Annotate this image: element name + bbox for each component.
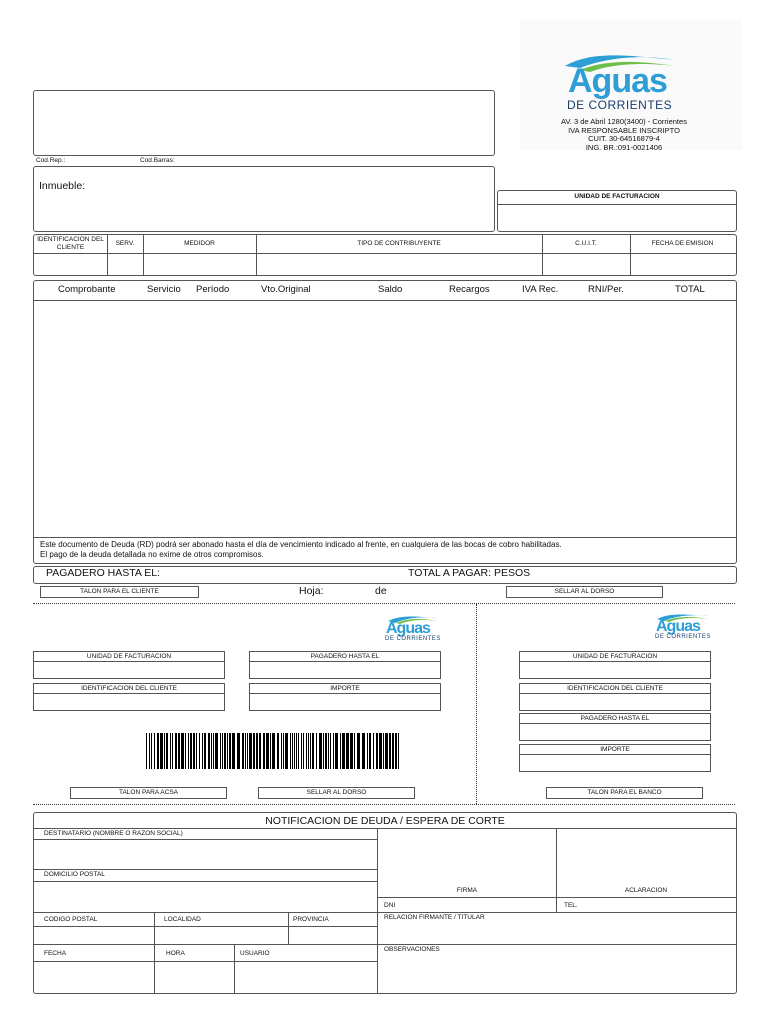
barcode-bar <box>249 733 252 769</box>
col-total: TOTAL <box>675 284 705 295</box>
stub-right-id-label: IDENTIFICACION DEL CLIENTE <box>567 685 663 692</box>
barcode-bar <box>202 733 203 769</box>
barcode-bar <box>376 733 378 769</box>
barcode-bar <box>283 733 284 769</box>
barcode-bar <box>383 733 384 769</box>
barcode-bar <box>266 733 269 769</box>
usuario-label: USUARIO <box>240 950 270 957</box>
id-header-serv: SERV. <box>115 240 135 247</box>
barcode-bar <box>151 733 152 769</box>
barcode-bar <box>170 733 171 769</box>
col-servicio: Servicio <box>147 284 181 295</box>
barcode-bar <box>245 733 246 769</box>
provincia-label: PROVINCIA <box>293 916 329 923</box>
barcode-bar <box>328 733 329 769</box>
barcode-bar <box>229 733 231 769</box>
pagadero-label: PAGADERO HASTA EL: <box>46 567 160 579</box>
destinatario-label: DESTINATARIO (NOMBRE O RAZON SOCIAL) <box>44 830 183 837</box>
talon-banco-text: TALON PARA EL BANCO <box>587 789 662 796</box>
barcode-bar <box>346 733 349 769</box>
barcode-bar <box>398 733 399 769</box>
id-header-medidor: MEDIDOR <box>184 240 215 247</box>
logo-word-small: Aguas <box>386 620 430 637</box>
barcode-bar <box>296 733 297 769</box>
barcode-bar <box>373 733 374 769</box>
notice-title: NOTIFICACION DE DEUDA / ESPERA DE CORTE <box>265 815 505 827</box>
sellar-dorso-text: SELLAR AL DORSO <box>554 588 615 595</box>
barcode-bar <box>325 733 327 769</box>
barcode-bar <box>277 733 279 769</box>
talon-acsa-text: TALON PARA ACSA <box>118 789 178 796</box>
barcode-bar <box>253 733 255 769</box>
de-label: de <box>375 585 387 597</box>
hora-label: HORA <box>166 950 185 957</box>
barcode-bar <box>298 733 299 769</box>
fecha-label: FECHA <box>44 950 67 957</box>
barcode-bar <box>312 733 314 769</box>
barcode-bar <box>154 733 155 769</box>
barcode-bar <box>157 733 159 769</box>
note-line: Este documento de Deuda (RD) podrá ser abonado hasta el día de vencimiento indicado al frente, en cualquiera de las bocas de cobro habilitadas. <box>40 540 562 549</box>
col-iva-rec: IVA Rec. <box>522 284 559 295</box>
barcode-bar <box>259 733 261 769</box>
dni-label: DNI <box>384 902 396 909</box>
inmueble-label: Inmueble: <box>39 180 86 192</box>
barcode-bar <box>310 733 311 769</box>
barcode-bar <box>316 733 317 769</box>
barcode-bar <box>224 733 226 769</box>
cut-line-vertical <box>476 604 477 804</box>
talon-banco-label <box>546 787 703 799</box>
barcode-bar <box>196 733 197 769</box>
company-address <box>540 118 708 152</box>
barcode-bar <box>285 733 288 769</box>
barcode-bar <box>395 733 397 769</box>
barcode-bar <box>247 733 248 769</box>
barcode-bar <box>181 733 184 769</box>
barcode-bar <box>306 733 307 769</box>
stub-right-unidad-label: UNIDAD DE FACTURACION <box>572 653 658 660</box>
talon-cliente-text: TALON PARA EL CLIENTE <box>80 588 159 595</box>
barcode-bar <box>146 733 147 769</box>
barcode-bar <box>213 733 214 769</box>
barcode-bar <box>323 733 324 769</box>
address-box <box>33 90 495 156</box>
barcode-bar <box>149 733 150 769</box>
cut-line-top <box>33 603 735 604</box>
barcode-bar <box>199 733 200 769</box>
stub-left-pagadero-label: PAGADERO HASTA EL <box>310 653 380 660</box>
sellar-dorso-top <box>506 586 663 598</box>
cod-rep-label: Cod.Rep.: <box>36 157 66 164</box>
barcode-bar <box>263 733 265 769</box>
barcode-bar <box>385 733 388 769</box>
barcode-bar <box>308 733 309 769</box>
tel-label: TEL. <box>564 902 578 909</box>
id-header-tipo: TIPO DE CONTRIBUYENTE <box>357 240 441 247</box>
barcode-bar <box>232 733 235 769</box>
barcode-bar <box>211 733 212 769</box>
payment-note <box>40 540 562 559</box>
relacion-label: RELACION FIRMANTE / TITULAR <box>384 914 485 921</box>
barcode-bar <box>256 733 258 769</box>
barcode-bar <box>281 733 282 769</box>
barcode-bar <box>292 733 293 769</box>
barcode-bar <box>392 733 394 769</box>
logo-sub-small: DE CORRIENTES <box>385 636 441 642</box>
col-rni-per: RNI/Per. <box>588 284 624 295</box>
barcode-bar <box>272 733 275 769</box>
barcode-bar <box>335 733 338 769</box>
id-header-fecha: FECHA DE EMISION <box>651 240 714 247</box>
barcode-bar <box>333 733 334 769</box>
stub-left-importe-label: IMPORTE <box>330 685 360 692</box>
barcode-bar <box>369 733 371 769</box>
col-recargos: Recargos <box>449 284 490 295</box>
barcode-bar <box>379 733 382 769</box>
observaciones-label: OBSERVACIONES <box>384 946 440 953</box>
logo-sub-small: DE CORRIENTES <box>655 634 711 640</box>
col-vto-original: Vto.Original <box>261 284 311 295</box>
domicilio-label: DOMICILIO POSTAL <box>44 871 105 878</box>
barcode-bar <box>220 733 221 769</box>
barcode-bar <box>227 733 228 769</box>
talon-cliente-label <box>40 586 199 598</box>
barcode-bar <box>350 733 353 769</box>
note-line: El pago de la deuda detallada no exime de otros compromisos. <box>40 549 264 559</box>
barcode-bar <box>270 733 271 769</box>
cod-barras-label: Cod.Barras: <box>140 157 175 164</box>
stub-right-importe-label: IMPORTE <box>600 746 630 753</box>
address-line: CUIT. 30-64516879-4 <box>588 134 660 143</box>
talon-acsa-label <box>70 787 227 799</box>
barcode-bar <box>172 733 173 769</box>
logo-sub: DE CORRIENTES <box>567 98 673 112</box>
id-header-cuit: C.U.I.T. <box>575 240 597 247</box>
barcode-bar <box>208 733 210 769</box>
barcode-bar <box>357 733 360 769</box>
barcode-bar <box>330 733 331 769</box>
barcode-bar <box>193 733 195 769</box>
aclaracion-label: ACLARACION <box>624 887 668 894</box>
logo-word-small: Aguas <box>656 618 700 635</box>
stub-right-pagadero-label: PAGADERO HASTA EL <box>580 715 650 722</box>
barcode-bar <box>215 733 218 769</box>
stub-left-unidad-label: UNIDAD DE FACTURACION <box>86 653 172 660</box>
barcode-bar <box>290 733 291 769</box>
logo-word: Aguas <box>568 62 667 100</box>
barcode-bar <box>354 733 355 769</box>
barcode-bar <box>362 733 365 769</box>
barcode-bar <box>294 733 295 769</box>
barcode-bar <box>190 733 192 769</box>
codigo-postal-label: CODIGO POSTAL <box>44 916 98 923</box>
barcode-bar <box>188 733 189 769</box>
barcode-bar <box>178 733 180 769</box>
barcode <box>146 733 401 769</box>
col-comprobante: Comprobante <box>58 284 116 295</box>
barcode-bar <box>222 733 223 769</box>
address-line: AV. 3 de Abril 1280(3400) - Corrientes <box>561 117 687 126</box>
localidad-label: LOCALIDAD <box>164 916 201 923</box>
col-saldo: Saldo <box>378 284 403 295</box>
sellar-dorso-bottom-text: SELLAR AL DORSO <box>306 789 367 796</box>
main-table <box>33 280 737 564</box>
barcode-bar <box>367 733 368 769</box>
id-header-cliente: IDENTIFICACION DEL CLIENTE <box>37 236 104 251</box>
address-line: IVA RESPONSABLE INSCRIPTO <box>568 125 680 135</box>
barcode-bar <box>319 733 322 769</box>
barcode-bar <box>204 733 206 769</box>
barcode-bar <box>185 733 186 769</box>
cut-line-bottom <box>33 804 735 805</box>
unidad-facturacion-label: UNIDAD DE FACTURACION <box>574 193 660 200</box>
hoja-label: Hoja: <box>299 585 324 597</box>
col-periodo: Período <box>196 284 230 295</box>
barcode-bar <box>175 733 177 769</box>
main-table-header <box>34 284 736 298</box>
barcode-bar <box>301 733 302 769</box>
inmueble-box <box>33 166 495 232</box>
sellar-dorso-bottom <box>258 787 415 799</box>
barcode-bar <box>237 733 240 769</box>
barcode-bar <box>242 733 244 769</box>
barcode-bar <box>389 733 391 769</box>
barcode-bar <box>303 733 304 769</box>
address-line: ING. BR.:091-0021406 <box>585 142 663 152</box>
barcode-bar <box>164 733 165 769</box>
stub-left-id-label: IDENTIFICACION DEL CLIENTE <box>81 685 177 692</box>
barcode-bar <box>342 733 345 769</box>
total-pagar-label: TOTAL A PAGAR: PESOS <box>408 567 531 579</box>
barcode-bar <box>160 733 163 769</box>
firma-label: FIRMA <box>456 887 478 894</box>
barcode-bar <box>166 733 168 769</box>
barcode-bar <box>340 733 341 769</box>
